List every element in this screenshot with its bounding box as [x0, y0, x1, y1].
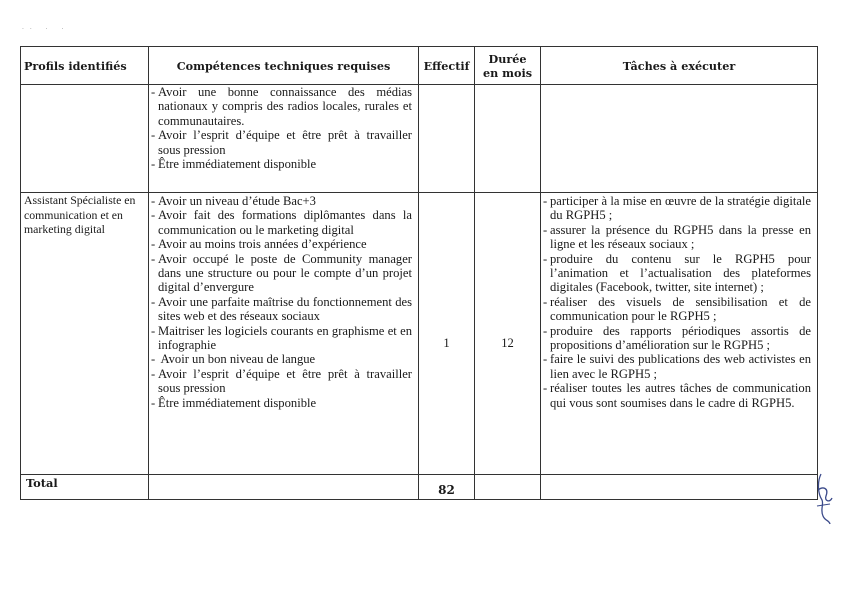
total-empty-cell — [541, 475, 818, 500]
table-row — [21, 193, 818, 475]
list-item: - Avoir au moins trois années d’expérience — [151, 237, 412, 251]
scan-specks: ·· · · — [22, 26, 70, 33]
list-item: - Avoir un niveau d’étude Bac+3 — [151, 194, 412, 208]
competences-cell — [149, 193, 419, 475]
table-header-row — [21, 47, 818, 85]
total-row — [21, 475, 818, 500]
duree-cell — [475, 85, 541, 193]
list-item: - assurer la présence du RGPH5 dans la presse en ligne et les réseaux sociaux ; — [543, 223, 811, 252]
total-empty-cell — [475, 475, 541, 500]
header-duree-line1: Durée — [488, 51, 527, 66]
header-profiles: Profils identifiés — [21, 47, 149, 85]
effectif-cell: 1 — [419, 193, 475, 475]
list-item: - Avoir occupé le poste de Community manager dans une structure ou pour le compte d’un projet digital d’envergure — [151, 252, 412, 295]
total-empty-cell — [149, 475, 419, 500]
effectif-cell — [419, 85, 475, 193]
header-competences: Compétences techniques requises — [149, 47, 419, 85]
list-item: - faire le suivi des publications des web activistes en lien avec le RGPH5 ; — [543, 352, 811, 381]
list-item: - réaliser toutes les autres tâches de communication qui vous sont soumises dans le cadre di RGPH5. — [543, 381, 811, 410]
list-item: - Avoir fait des formations diplômantes dans la communication ou le marketing digital — [151, 208, 412, 237]
taches-list — [543, 194, 811, 410]
list-item: - produire des rapports périodiques assortis de propositions d’amélioration sur le RGPH5 ; — [543, 324, 811, 353]
table-row — [21, 85, 818, 193]
list-item: - Avoir un bon niveau de langue — [151, 352, 412, 366]
list-item: - Avoir une parfaite maîtrise du fonctionnement des sites web et des réseaux sociaux — [151, 295, 412, 324]
list-item: - Avoir l’esprit d’équipe et être prêt à travailler sous pression — [151, 367, 412, 396]
list-item: - Avoir l’esprit d’équipe et être prêt à travailler sous pression — [151, 128, 412, 157]
competences-list — [151, 85, 412, 171]
list-item: - participer à la mise en œuvre de la stratégie digitale du RGPH5 ; — [543, 194, 811, 223]
total-effectif: 82 — [419, 475, 475, 500]
signature-initials — [814, 470, 836, 526]
total-label: Total — [21, 475, 149, 500]
competences-list — [151, 194, 412, 410]
list-item: - Être immédiatement disponible — [151, 157, 412, 171]
profile-cell: Assistant Spécialiste en communication et en marketing digital — [21, 193, 149, 475]
list-item: - Être immédiatement disponible — [151, 396, 412, 410]
list-item: - réaliser des visuels de sensibilisation et de communication pour le RGPH5 ; — [543, 295, 811, 324]
list-item: - Avoir une bonne connaissance des médias nationaux y compris des radios locales, rurales et communautaires. — [151, 85, 412, 128]
list-item: - produire du contenu sur le RGPH5 pour l’animation et l’actualisation des plateformes digitales (Facebook, twitter, site internet) ; — [543, 252, 811, 295]
taches-cell — [541, 193, 818, 475]
staffing-table — [20, 46, 818, 500]
header-duree — [475, 47, 541, 85]
header-taches: Tâches à exécuter — [541, 47, 818, 85]
header-effectif: Effectif — [419, 47, 475, 85]
competences-cell — [149, 85, 419, 193]
header-duree-line2: en mois — [483, 65, 532, 80]
profile-cell — [21, 85, 149, 193]
duree-cell: 12 — [475, 193, 541, 475]
list-item: - Maitriser les logiciels courants en graphisme et en infographie — [151, 324, 412, 353]
taches-cell — [541, 85, 818, 193]
